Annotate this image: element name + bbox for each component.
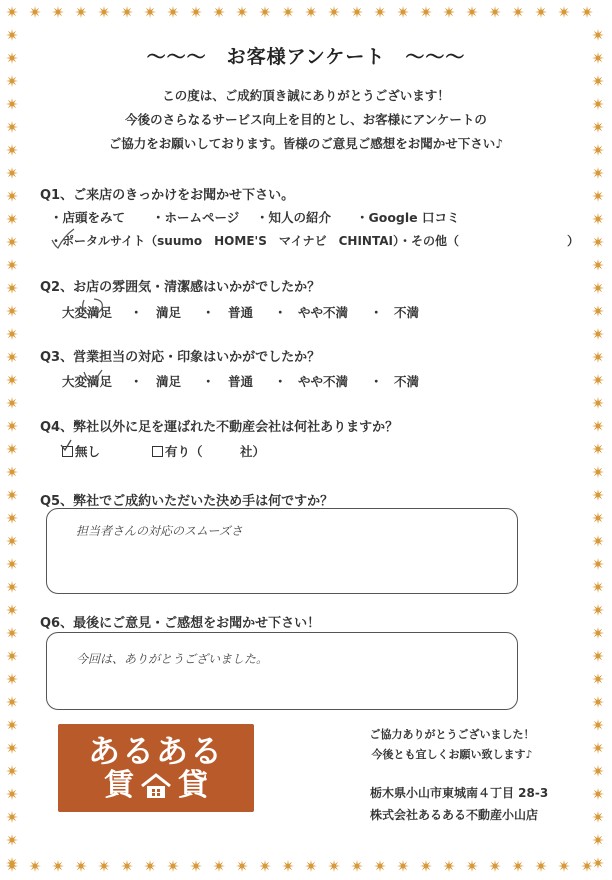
- border-star: [592, 742, 604, 754]
- q2-option-neutral[interactable]: 普通: [228, 305, 254, 320]
- q2-circle-mark: [78, 296, 108, 318]
- border-star: [6, 627, 18, 639]
- border-star: [6, 558, 18, 570]
- border-star: [512, 6, 524, 18]
- border-star: [592, 696, 604, 708]
- logo-char-left: 賃: [104, 768, 134, 803]
- q4-option-none-label: 無し: [75, 444, 101, 459]
- border-star: [6, 742, 18, 754]
- q4-option-yes-label: 有り（ 社）: [165, 444, 266, 459]
- q4-option-yes[interactable]: [152, 442, 265, 460]
- q3-separator: ・: [370, 374, 383, 389]
- q3-option-very-satisfied[interactable]: 大変満足: [62, 374, 113, 389]
- q6-answer-text: 今回は、ありがとうございました。: [76, 652, 269, 666]
- border-star: [397, 860, 409, 872]
- border-star: [592, 420, 604, 432]
- q1-option-google[interactable]: ・Google 口コミ: [356, 210, 460, 225]
- border-star: [592, 305, 604, 317]
- border-star: [592, 282, 604, 294]
- border-star: [592, 466, 604, 478]
- border-star: [6, 213, 18, 225]
- border-star: [6, 236, 18, 248]
- border-star: [6, 167, 18, 179]
- q3-option-satisfied[interactable]: 満足: [156, 374, 182, 389]
- q4-check-mark: [58, 438, 74, 454]
- border-star: [592, 328, 604, 340]
- logo-top-text: あるある: [87, 732, 224, 770]
- border-star: [6, 788, 18, 800]
- border-star: [6, 650, 18, 662]
- border-star: [190, 6, 202, 18]
- border-star: [592, 397, 604, 409]
- border-star: [592, 719, 604, 731]
- q1-option-homepage[interactable]: ・ホームページ: [152, 210, 240, 225]
- border-star: [6, 190, 18, 202]
- q5-answer-text: 担当者さんの対応のスムーズさ: [76, 524, 243, 538]
- border-star: [592, 673, 604, 685]
- border-star: [6, 535, 18, 547]
- border-star: [351, 6, 363, 18]
- q2-option-somewhat-dissatisfied[interactable]: やや不満: [298, 305, 349, 320]
- border-star: [6, 719, 18, 731]
- border-star: [420, 860, 432, 872]
- q3-question: Q3、営業担当の対応・印象はいかがでしたか？: [40, 350, 321, 365]
- border-star: [6, 811, 18, 823]
- q3-option-somewhat-dissatisfied[interactable]: やや不満: [298, 374, 349, 389]
- border-star: [6, 397, 18, 409]
- border-star: [592, 374, 604, 386]
- border-star: [592, 650, 604, 662]
- footer-thanks-1: ご協力ありがとうございました！: [369, 728, 535, 741]
- border-star: [6, 512, 18, 524]
- border-star: [6, 328, 18, 340]
- border-star: [420, 6, 432, 18]
- border-star: [282, 6, 294, 18]
- q1-check-mark: [48, 226, 78, 252]
- border-star: [121, 6, 133, 18]
- logo-char-right: 貸: [178, 768, 208, 803]
- intro-line-2: 今後のさらなるサービス向上を目的とし、お客様にアンケートの: [125, 112, 487, 127]
- border-star: [75, 6, 87, 18]
- border-star: [558, 6, 570, 18]
- q5-question: Q5、弊社でご成約いただいた決め手は何ですか？: [40, 494, 334, 509]
- q3-separator: ・: [274, 374, 287, 389]
- border-star: [374, 860, 386, 872]
- border-star: [592, 811, 604, 823]
- border-star: [6, 765, 18, 777]
- border-star: [121, 860, 133, 872]
- border-star: [6, 857, 18, 869]
- border-star: [6, 282, 18, 294]
- border-star: [443, 6, 455, 18]
- border-star: [6, 834, 18, 846]
- border-star: [98, 860, 110, 872]
- border-star: [466, 860, 478, 872]
- border-star: [592, 581, 604, 593]
- q3-separator: ・: [202, 374, 215, 389]
- border-star: [512, 860, 524, 872]
- border-star: [592, 604, 604, 616]
- q2-question: Q2、お店の雰囲気・清潔感はいかがでしたか？: [40, 280, 321, 295]
- border-star: [213, 860, 225, 872]
- border-star: [213, 6, 225, 18]
- border-star: [282, 860, 294, 872]
- logo-bottom-row: [104, 769, 208, 803]
- company-name: 株式会社あるある不動産小山店: [370, 808, 539, 822]
- intro-line-1: この度は、ご成約頂き誠にありがとうございます！: [162, 88, 450, 103]
- border-star: [535, 6, 547, 18]
- border-star: [236, 860, 248, 872]
- border-star: [489, 860, 501, 872]
- border-star: [592, 834, 604, 846]
- border-star: [6, 696, 18, 708]
- border-star: [592, 558, 604, 570]
- border-star: [592, 788, 604, 800]
- border-star: [6, 581, 18, 593]
- house-icon: [140, 772, 172, 800]
- border-star: [75, 860, 87, 872]
- q3-check-mark: [80, 366, 108, 388]
- q4-question: Q4、弊社以外に足を運ばれた不動産会社は何社ありますか？: [40, 420, 399, 435]
- border-star: [351, 860, 363, 872]
- border-star: [592, 351, 604, 363]
- border-star: [443, 860, 455, 872]
- footer-thanks-2: 今後とも宜しくお願い致します♪: [371, 748, 533, 761]
- q1-option-portal[interactable]: ・ポータルサイト（suumo HOME'S マイナビ CHINTAI）・その他（ ）: [50, 234, 579, 248]
- border-star: [374, 6, 386, 18]
- border-star: [592, 190, 604, 202]
- border-star: [581, 860, 593, 872]
- q2-separator: ・: [130, 305, 143, 320]
- border-star: [6, 374, 18, 386]
- border-star: [144, 860, 156, 872]
- page-title: ～～～ お客様アンケート ～～～: [146, 46, 466, 68]
- q2-separator: ・: [202, 305, 215, 320]
- border-star: [167, 6, 179, 18]
- border-star: [6, 466, 18, 478]
- border-star: [6, 489, 18, 501]
- border-star: [6, 259, 18, 271]
- border-star: [397, 6, 409, 18]
- border-star: [6, 673, 18, 685]
- border-star: [581, 6, 593, 18]
- q2-separator: ・: [274, 305, 287, 320]
- border-star: [592, 29, 604, 41]
- border-star: [6, 420, 18, 432]
- border-star: [52, 860, 64, 872]
- border-star: [328, 6, 340, 18]
- q2-separator: ・: [370, 305, 383, 320]
- border-star: [190, 860, 202, 872]
- border-star: [592, 489, 604, 501]
- company-logo: [58, 724, 254, 812]
- q2-option-satisfied[interactable]: 満足: [156, 305, 182, 320]
- border-star: [558, 860, 570, 872]
- border-star: [592, 512, 604, 524]
- border-star: [52, 6, 64, 18]
- q1-question: Q1、ご来店のきっかけをお聞かせ下さい。: [40, 188, 295, 203]
- intro-line-3: ご協力をお願いしております。皆様のご意見ご感想をお聞かせ下さい♪: [108, 136, 504, 151]
- border-star: [236, 6, 248, 18]
- border-star: [592, 259, 604, 271]
- q2-option-dissatisfied[interactable]: 不満: [394, 305, 420, 320]
- border-star: [592, 627, 604, 639]
- q1-option-storefront[interactable]: ・店頭をみて: [50, 210, 126, 225]
- q6-question: Q6、最後にご意見・ご感想をお聞かせ下さい！: [40, 616, 321, 631]
- border-star: [6, 6, 18, 18]
- border-star: [259, 860, 271, 872]
- q3-option-neutral[interactable]: 普通: [228, 374, 254, 389]
- border-star: [592, 167, 604, 179]
- q3-separator: ・: [130, 374, 143, 389]
- checkbox-icon[interactable]: [152, 446, 163, 457]
- border-star: [6, 305, 18, 317]
- border-star: [592, 213, 604, 225]
- q6-answer-box[interactable]: [46, 632, 518, 710]
- q1-option-referral[interactable]: ・知人の紹介: [256, 210, 332, 225]
- border-star: [98, 6, 110, 18]
- border-star: [6, 443, 18, 455]
- border-star: [6, 604, 18, 616]
- border-star: [535, 860, 547, 872]
- border-star: [6, 351, 18, 363]
- border-star: [167, 860, 179, 872]
- border-star: [592, 857, 604, 869]
- border-star: [328, 860, 340, 872]
- border-star: [6, 29, 18, 41]
- border-star: [305, 860, 317, 872]
- q2-option-very-satisfied[interactable]: 大変満足: [62, 305, 113, 320]
- border-star: [29, 860, 41, 872]
- border-star: [489, 6, 501, 18]
- border-star: [29, 6, 41, 18]
- border-star: [144, 6, 156, 18]
- q3-option-dissatisfied[interactable]: 不満: [394, 374, 420, 389]
- q5-answer-box[interactable]: [46, 508, 518, 594]
- company-address: 栃木県小山市東城南４丁目 28-3: [370, 786, 549, 800]
- border-star: [592, 236, 604, 248]
- border-star: [466, 6, 478, 18]
- border-star: [259, 6, 271, 18]
- border-star: [592, 535, 604, 547]
- border-star: [592, 443, 604, 455]
- border-star: [592, 765, 604, 777]
- border-star: [305, 6, 317, 18]
